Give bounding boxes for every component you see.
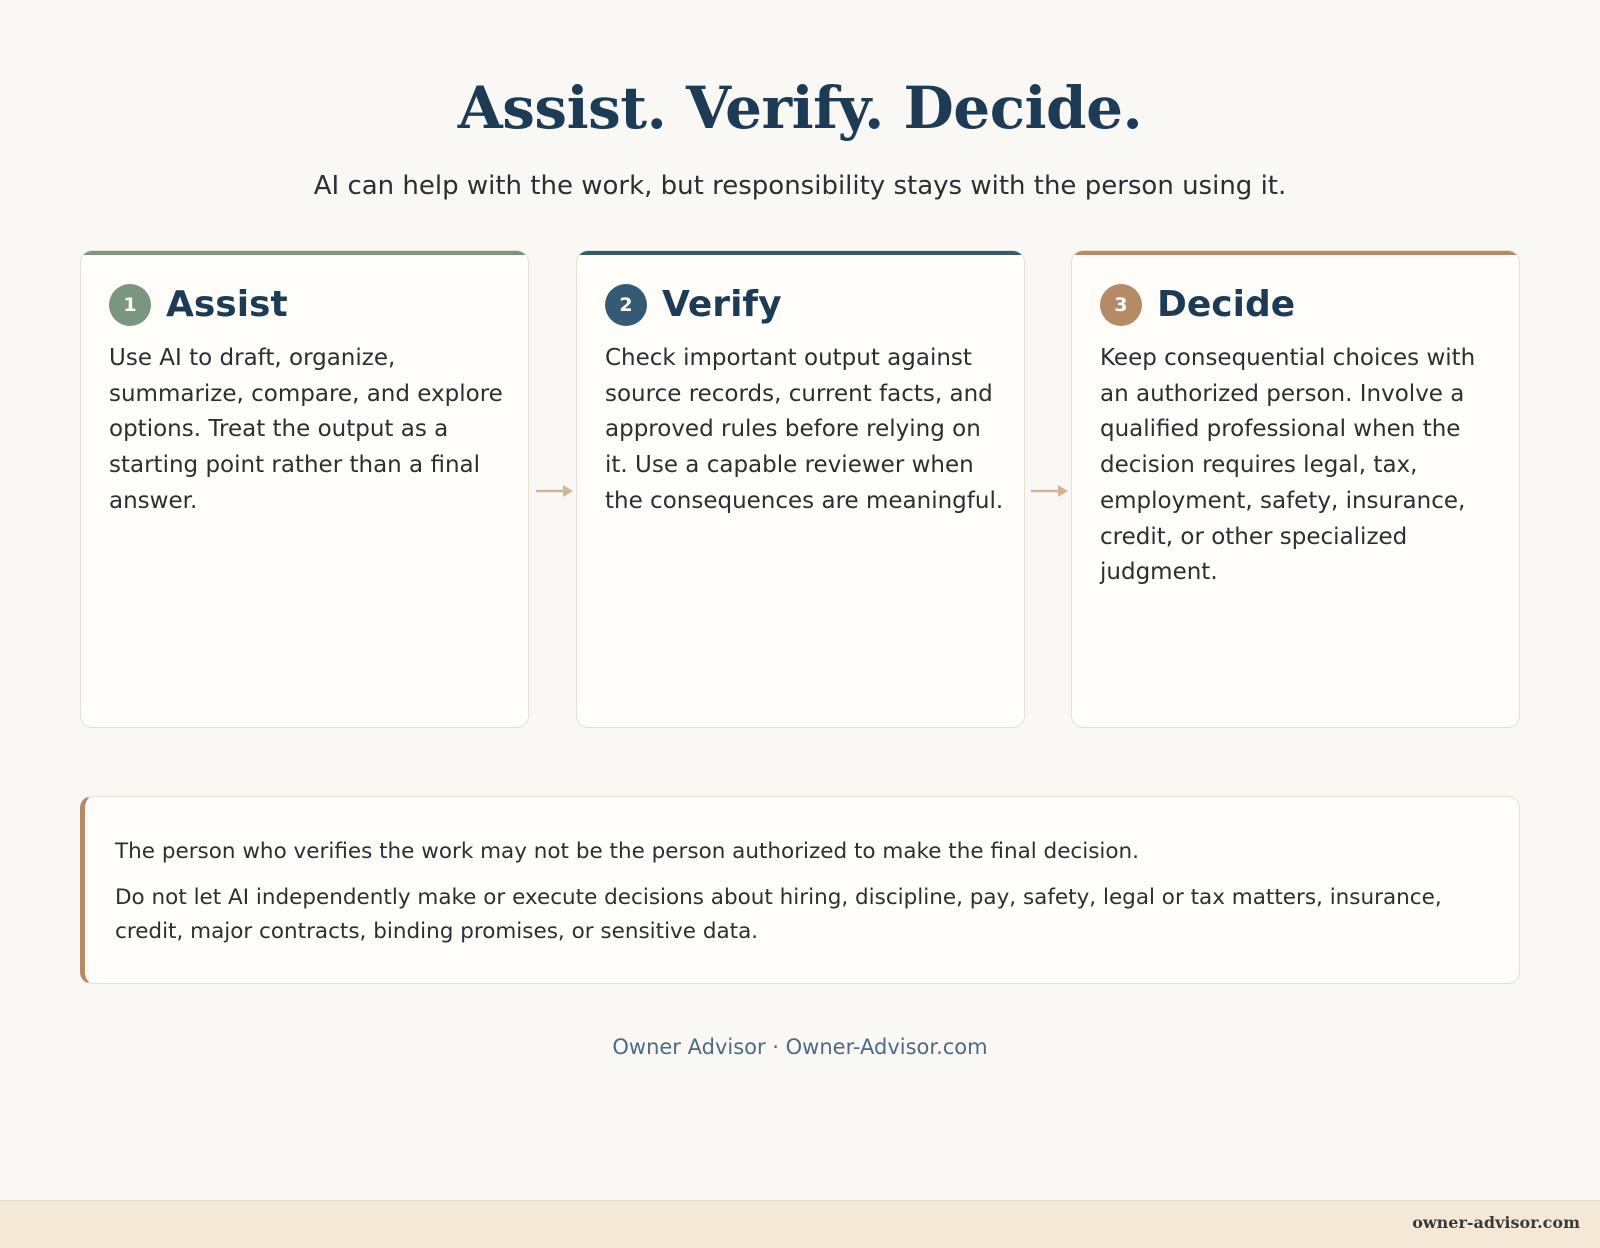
card-header	[605, 283, 782, 327]
bottom-bar	[0, 1200, 1600, 1248]
card-accent-bar	[1072, 251, 1519, 255]
step-number-badge: 1	[109, 284, 151, 326]
arrow-right-icon	[536, 480, 576, 502]
note-line-verifier: The person who verifies the work may not be the person authorized to make the final decision.	[115, 839, 1140, 864]
site-link[interactable]: owner-advisor.com	[1412, 1213, 1580, 1232]
step-card-verify	[576, 250, 1025, 728]
step-card-assist	[80, 250, 529, 728]
step-description: Keep consequential choices with an authorized person. Involve a qualified professional when the decision requires legal, tax, employment, safety, insurance, credit, or other specialized judgment.	[1100, 345, 1476, 586]
page-subtitle: AI can help with the work, but responsibility stays with the person using it.	[313, 171, 1287, 201]
page-title: Assist. Verify. Decide.	[457, 74, 1143, 142]
card-accent-bar	[81, 251, 528, 255]
footer-credit: Owner Advisor · Owner-Advisor.com	[612, 1035, 988, 1059]
step-card-decide	[1071, 250, 1520, 728]
step-number-badge: 3	[1100, 284, 1142, 326]
card-header	[109, 283, 288, 327]
step-description: Check important output against source records, current facts, and approved rules before relying on it. Use a capable reviewer when the consequences are meaningful.	[605, 345, 1004, 514]
responsibility-note	[80, 796, 1520, 984]
arrow-right-icon	[1031, 480, 1071, 502]
card-accent-bar	[577, 251, 1024, 255]
step-title: Decide	[1157, 284, 1296, 325]
step-description: Use AI to draft, organize, summarize, compare, and explore options. Treat the output as a starting point rather than a final answer.	[109, 345, 503, 514]
card-header	[1100, 283, 1295, 327]
step-title: Verify	[662, 284, 782, 325]
note-line-restrictions: Do not let AI independently make or execute decisions about hiring, discipline, pay, safety, legal or tax matters, insurance, credit, major contracts, binding promises, or sensitive data.	[115, 885, 1442, 944]
step-title: Assist	[166, 284, 288, 325]
step-number-badge: 2	[605, 284, 647, 326]
